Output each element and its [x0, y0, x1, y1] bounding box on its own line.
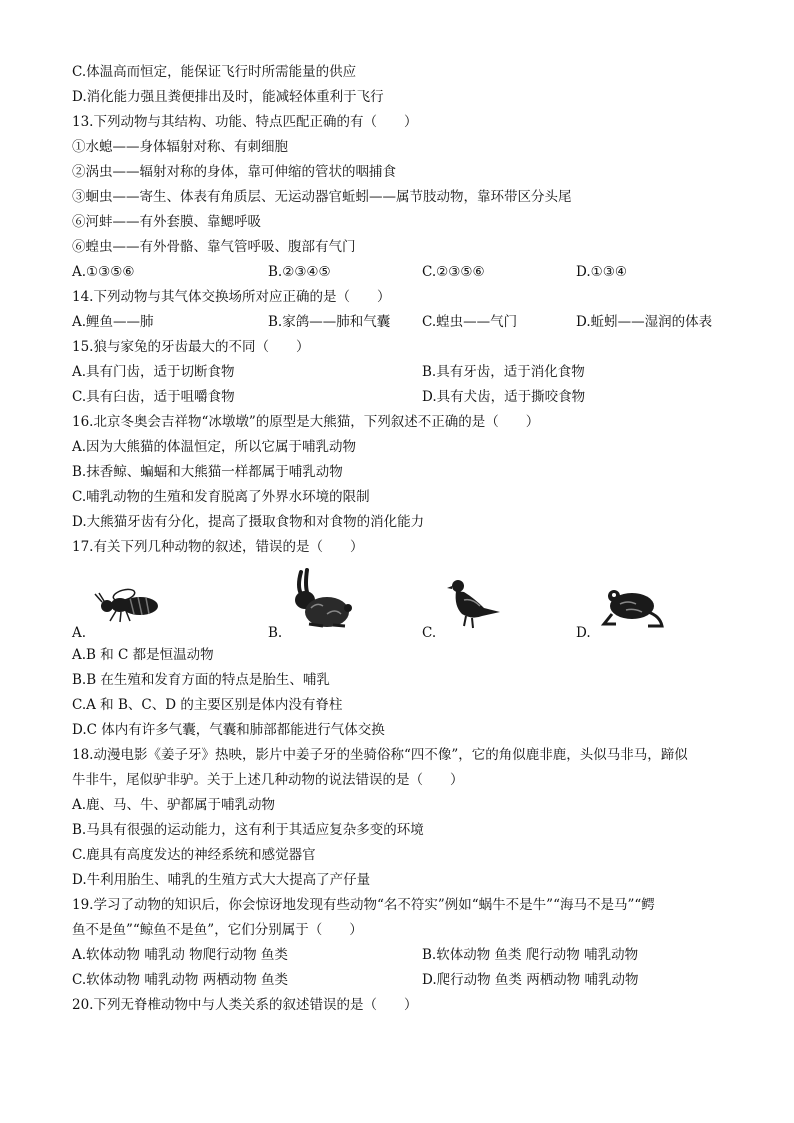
q17-picture-label-d: D. [576, 625, 591, 641]
q14-option-d: D.蚯蚓——湿润的体表 [576, 314, 713, 330]
q13-statement-1: ①水螅——身体辐射对称、有刺细胞 [72, 139, 288, 155]
q15-option-d: D.具有犬齿，适于撕咬食物 [422, 389, 586, 405]
q13-option-b: B.②③④⑤ [268, 264, 331, 280]
rabbit-icon [287, 568, 355, 630]
q13-stem: 13.下列动物与其结构、功能、特点匹配正确的有（ ） [72, 114, 418, 130]
q17-option-a: A.B 和 C 都是恒温动物 [72, 647, 214, 663]
q17-picture-label-a: A. [72, 625, 87, 641]
q14-option-a: A.鲤鱼——肺 [72, 314, 154, 330]
q15-stem: 15.狼与家兔的牙齿最大的不同（ ） [72, 339, 310, 355]
q15-option-a: A.具有门齿，适于切断食物 [72, 364, 235, 380]
q17-option-d: D.C 体内有许多气囊，气囊和肺部都能进行气体交换 [72, 722, 385, 738]
q13-statement-5: ⑥河蚌——有外套膜、靠鳃呼吸 [72, 214, 261, 230]
q16-option-b: B.抹香鲸、蝙蝠和大熊猫一样都属于哺乳动物 [72, 464, 343, 480]
q17-option-c: C.A 和 B、C、D 的主要区别是体内没有脊柱 [72, 697, 343, 713]
q16-stem: 16.北京冬奥会吉祥物“冰墩墩”的原型是大熊猫，下列叙述不正确的是（ ） [72, 414, 540, 430]
pigeon-icon [446, 576, 502, 630]
q15-option-c: C.具有臼齿，适于咀嚼食物 [72, 389, 235, 405]
q20-stem: 20.下列无脊椎动物中与人类关系的叙述错误的是（ ） [72, 997, 418, 1013]
frog-icon [598, 582, 666, 630]
q18-option-d: D.牛利用胎生、哺乳的生殖方式大大提高了产仔量 [72, 872, 371, 888]
q17-picture-label-b: B. [268, 625, 283, 641]
q13-option-d: D.①③④ [576, 264, 627, 280]
q17-stem: 17.有关下列几种动物的叙述，错误的是（ ） [72, 539, 364, 555]
q18-stem-line-1: 18.动漫电影《姜子牙》热映，影片中姜子牙的坐骑俗称“四不像”，它的角似鹿非鹿，头似马非马，蹄似 [72, 747, 688, 763]
q19-stem-line-1: 19.学习了动物的知识后，你会惊讶地发现有些动物“名不符实”例如“蜗牛不是牛”“海马不是马”“鳄 [72, 897, 655, 913]
q18-option-b: B.马具有很强的运动能力，这有利于其适应复杂多变的环境 [72, 822, 424, 838]
q19-option-b: B.软体动物 鱼类 爬行动物 哺乳动物 [422, 947, 639, 963]
q12-option-c: C.体温高而恒定，能保证飞行时所需能量的供应 [72, 64, 357, 80]
q16-option-d: D.大熊猫牙齿有分化，提高了摄取食物和对食物的消化能力 [72, 514, 425, 530]
q18-stem-line-2: 牛非牛，尾似驴非驴。关于上述几种动物的说法错误的是（ ） [72, 772, 464, 788]
q17-option-b: B.B 在生殖和发育方面的特点是胎生、哺乳 [72, 672, 330, 688]
q19-option-d: D.爬行动物 鱼类 两栖动物 哺乳动物 [422, 972, 639, 988]
q19-option-c: C.软体动物 哺乳动物 两栖动物 鱼类 [72, 972, 289, 988]
q13-option-c: C.②③⑤⑥ [422, 264, 485, 280]
q17-picture-label-c: C. [422, 625, 437, 641]
q16-option-c: C.哺乳动物的生殖和发育脱离了外界水环境的限制 [72, 489, 370, 505]
q19-option-a: A.软体动物 哺乳动 物爬行动物 鱼类 [72, 947, 288, 963]
q12-option-d: D.消化能力强且粪便排出及时，能减轻体重利于飞行 [72, 89, 384, 105]
q14-stem: 14.下列动物与其气体交换场所对应正确的是（ ） [72, 289, 391, 305]
q19-stem-line-2: 鱼不是鱼”“鲸鱼不是鱼”，它们分别属于（ ） [72, 922, 363, 938]
q14-option-b: B.家鸽——肺和气囊 [268, 314, 391, 330]
q18-option-c: C.鹿具有高度发达的神经系统和感觉器官 [72, 847, 316, 863]
q16-option-a: A.因为大熊猫的体温恒定，所以它属于哺乳动物 [72, 439, 357, 455]
q13-statement-3: ③蛔虫——寄生、体表有角质层、无运动器官蚯蚓——属节肢动物，靠环带区分头尾 [72, 189, 572, 205]
q14-option-c: C.蝗虫——气门 [422, 314, 518, 330]
q13-option-a: A.①③⑤⑥ [72, 264, 135, 280]
q13-statement-2: ②涡虫——辐射对称的身体，靠可伸缩的管状的咽捕食 [72, 164, 396, 180]
q18-option-a: A.鹿、马、牛、驴都属于哺乳动物 [72, 797, 276, 813]
bee-icon [90, 588, 162, 624]
q15-option-b: B.具有牙齿，适于消化食物 [422, 364, 585, 380]
q13-statement-6: ⑥蝗虫——有外骨骼、靠气管呼吸、腹部有气门 [72, 239, 356, 255]
